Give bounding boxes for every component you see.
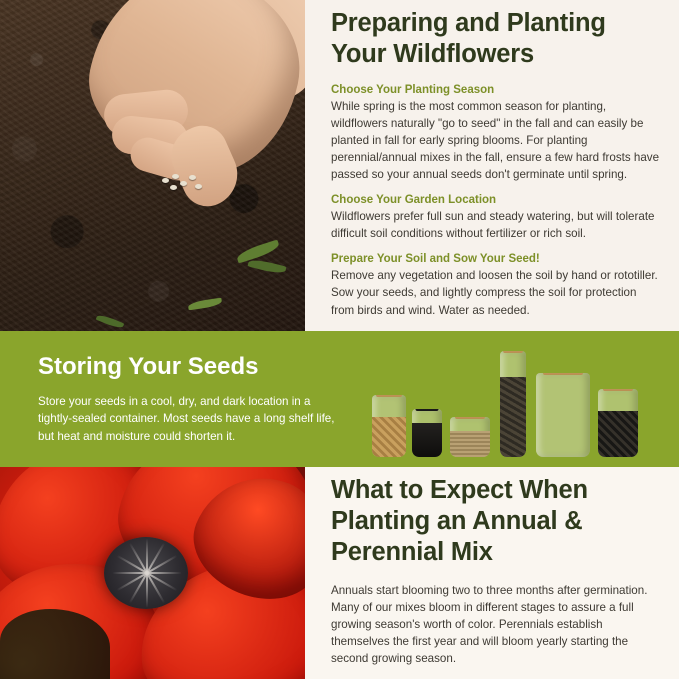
seed-jar (536, 373, 590, 457)
section-preparing-planting (0, 0, 679, 331)
section-heading: What to Expect When Planting an Annual & Perennial Mix (331, 476, 588, 567)
seed-jar (500, 351, 526, 457)
seed-icon (195, 184, 202, 189)
section-storing-seeds (0, 331, 679, 467)
paragraph-prepare-soil: Remove any vegetation and loosen the soil by hand or rototiller. Sow your seeds, and lightly compress the soil for protection from birds and wind. Water as needed. (331, 269, 658, 317)
paragraph-storing-seeds: Store your seeds in a cool, dry, and dark location in a tightly-sealed container. Most seeds have a long shelf life, but heat and moisture could shorten it. (38, 395, 335, 443)
section-heading: Preparing and Planting Your Wildflowers (331, 9, 606, 69)
glass-jars-of-seeds-photo (366, 345, 651, 457)
section-storing-seeds-text (38, 353, 338, 445)
section-what-to-expect (0, 467, 679, 679)
red-poppy-flower-photo (0, 467, 305, 679)
paragraph-garden-location: Wildflowers prefer full sun and steady watering, but will tolerate difficult soil conditions without fertilizer or rich soil. (331, 210, 655, 241)
seed-fill (598, 411, 638, 457)
seed-fill (412, 423, 442, 457)
seed-jar (598, 389, 638, 457)
seed-fill (450, 431, 490, 457)
seed-icon (170, 185, 177, 190)
seed-fill (536, 395, 590, 457)
seed-jar (412, 409, 442, 457)
paragraph-what-to-expect: Annuals start blooming two to three months after germination. Many of our mixes bloom in different stages to assure a full growing season's worth of color. Perennials establish themselves the first year and will bloom yearly starting the second growing season. (331, 584, 648, 666)
seed-jar (372, 395, 406, 457)
section-what-to-expect-text (331, 475, 661, 678)
seeds-group (160, 172, 206, 194)
subheading-prepare-soil: Prepare Your Soil and Sow Your Seed! (331, 253, 540, 266)
subheading-planting-season: Choose Your Planting Season (331, 84, 495, 97)
seed-icon (172, 174, 179, 179)
seed-icon (162, 178, 169, 183)
seed-fill (500, 377, 526, 457)
cork-icon (543, 373, 583, 375)
cork-icon (503, 351, 523, 353)
seed-icon (189, 175, 196, 180)
seed-jar (450, 417, 490, 457)
cork-icon (416, 409, 439, 411)
subheading-garden-location: Choose Your Garden Location (331, 194, 497, 207)
seed-icon (180, 181, 187, 186)
seed-fill (372, 417, 406, 457)
section-preparing-planting-text (331, 8, 661, 330)
section-heading: Storing Your Seeds (38, 353, 259, 380)
cork-icon (376, 395, 402, 397)
cork-icon (603, 389, 633, 391)
cork-icon (455, 417, 485, 419)
paragraph-planting-season: While spring is the most common season for planting, wildflowers naturally "go to seed" in the fall and can easily be planted in fall for early spring blooms. For planting perennial/annual mixes in the fall, ensure a few hard frosts have passed so your annual seeds don't germinate until spring. (331, 100, 660, 182)
poppy-center (104, 537, 188, 609)
hand-sowing-seeds-in-soil-photo (0, 0, 305, 331)
